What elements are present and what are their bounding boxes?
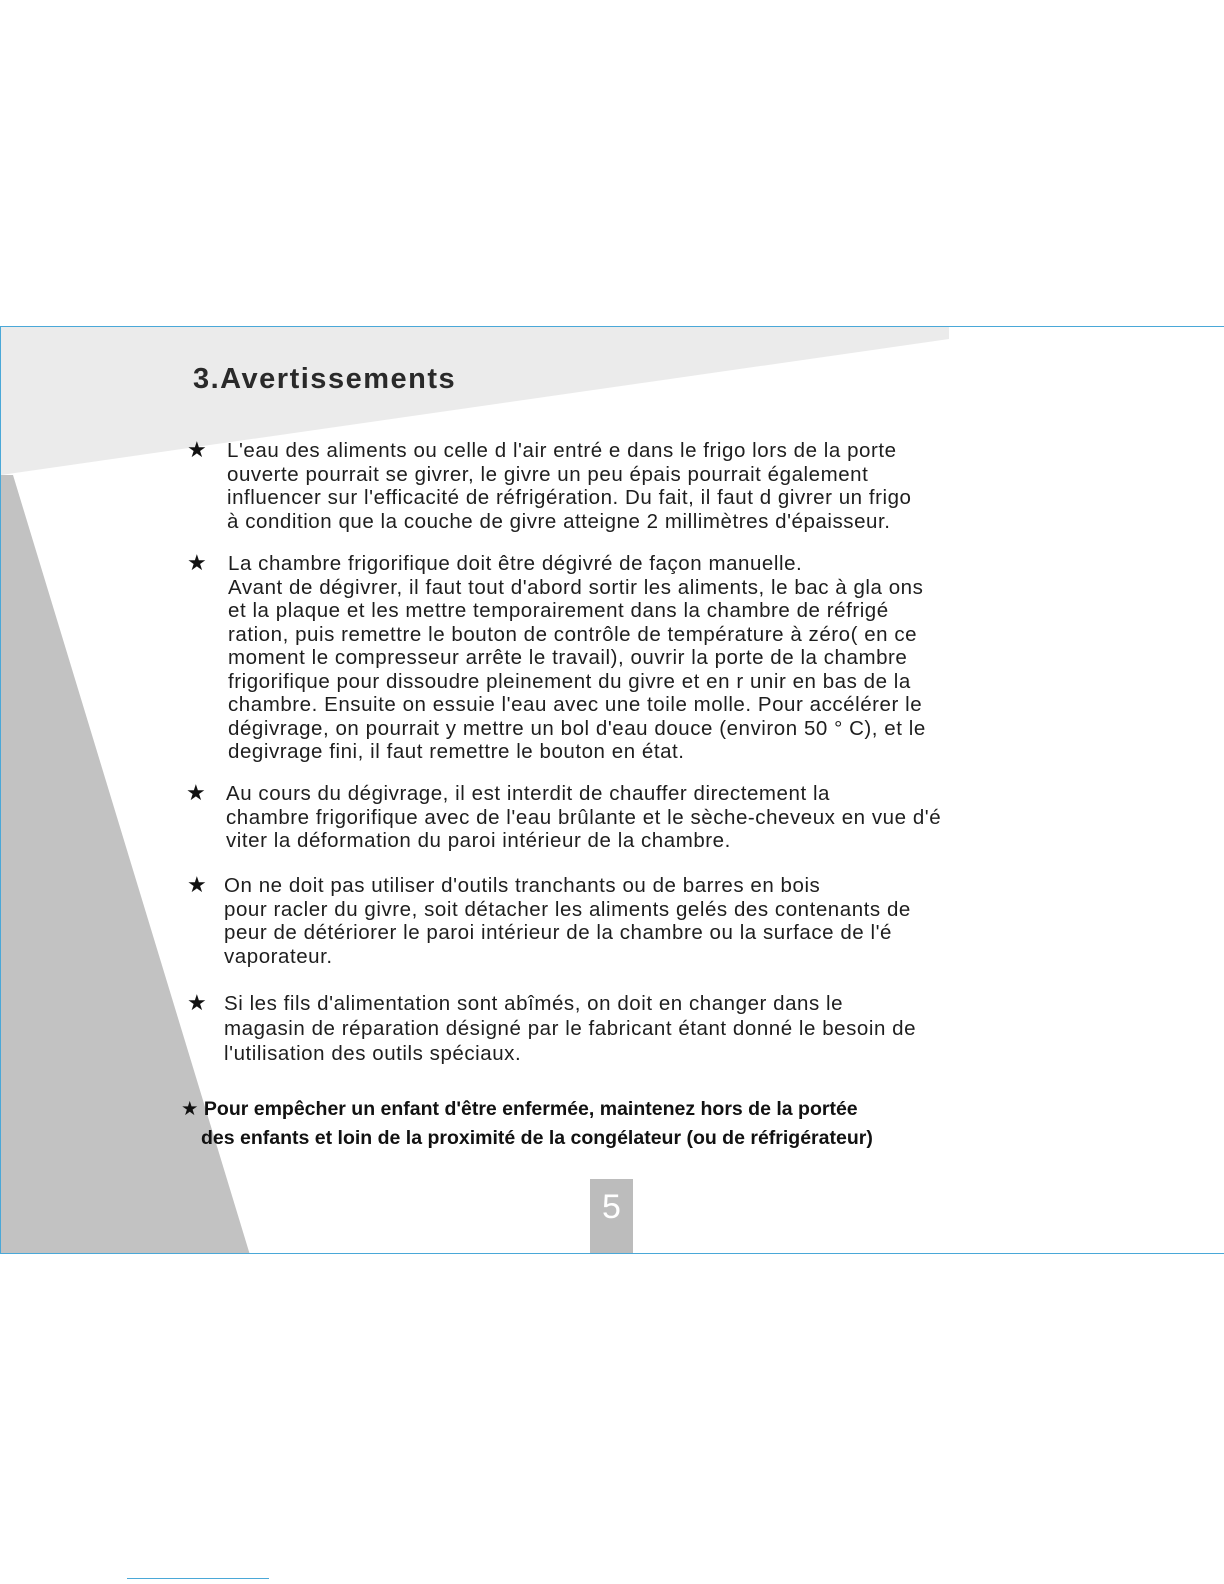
child-safety-warning (181, 1095, 873, 1153)
warning-line: chambre. Ensuite on essuie l'eau avec une toile molle. Pour accélérer le (228, 693, 923, 716)
warning-line: ouverte pourrait se givrer, le givre un peu épais pourrait également (227, 462, 869, 486)
warning-line: On ne doit pas utiliser d'outils tranchants ou de barres en bois (224, 874, 821, 897)
page-number: 5 (590, 1179, 633, 1254)
warning-line: ration, puis remettre le bouton de contrôle de température à zéro( en ce (228, 622, 918, 646)
warning-line: pour racler du givre, soit détacher les aliments gelés des contenants de (224, 897, 911, 921)
warning-line: Avant de dégivrer, il faut tout d'abord sortir les aliments, le bac à gla ons (228, 575, 924, 599)
warning-line: Au cours du dégivrage, il est interdit de chauffer directement la (226, 782, 830, 805)
warning-item-2 (187, 550, 926, 764)
star-bullet-icon: ★ (187, 872, 208, 897)
warning-line: Si les fils d'alimentation sont abîmés, on doit en changer dans le (224, 992, 844, 1015)
footer-rule (127, 1578, 269, 1579)
warning-line: peur de détériorer le paroi intérieur de la chambre ou la surface de l'é (224, 921, 892, 944)
page-title: 3.Avertissements (193, 363, 457, 395)
warning-line: dégivrage, on pourrait y mettre un bol d'eau douce (environ 50 ° C), et le (228, 716, 926, 740)
warning-line: et la plaque et les mettre temporairement dans la chambre de réfrigé (228, 599, 889, 622)
warning-line: degivrage fini, il faut remettre le bouton en état. (228, 740, 685, 763)
warning-line: influencer sur l'efficacité de réfrigération. Du fait, il faut d givrer un frigo (227, 486, 912, 509)
star-bullet-icon: ★ (181, 1098, 199, 1120)
manual-page (0, 326, 1224, 1254)
warning-line: vaporateur. (224, 944, 333, 968)
warning-line: à condition que la couche de givre atteigne 2 millimètres d'épaisseur. (227, 509, 891, 533)
warning-line: magasin de réparation désigné par le fabricant étant donné le besoin de (224, 1017, 917, 1040)
warning-line: L'eau des aliments ou celle d l'air entré e dans le frigo lors de la porte (227, 439, 897, 462)
warning-line: La chambre frigorifique doit être dégivré de façon manuelle. (228, 552, 803, 575)
warning-line: ★ Pour empêcher un enfant d'être enfermée, maintenez hors de la portée (181, 1098, 858, 1120)
warning-line: des enfants et loin de la proximité de la congélateur (ou de réfrigérateur) (201, 1127, 873, 1149)
warning-line: l'utilisation des outils spéciaux. (224, 1042, 522, 1065)
star-bullet-icon: ★ (187, 550, 208, 575)
warning-line: viter la déformation du paroi intérieur de la chambre. (226, 829, 731, 852)
star-bullet-icon: ★ (187, 990, 208, 1015)
warning-line: frigorifique pour dissoudre pleinement du givre et en r unir en bas de la (228, 669, 911, 693)
warning-item-4 (187, 872, 911, 968)
warning-line: moment le compresseur arrête le travail), ouvrir la porte de la chambre (228, 646, 908, 669)
warning-item-5 (187, 990, 917, 1066)
warning-line: chambre frigorifique avec de l'eau brûlante et le sèche-cheveux en vue d'é (226, 805, 942, 829)
warning-item-1 (187, 437, 912, 533)
star-bullet-icon: ★ (186, 780, 207, 805)
star-bullet-icon: ★ (187, 437, 208, 462)
warning-item-3 (186, 780, 942, 853)
